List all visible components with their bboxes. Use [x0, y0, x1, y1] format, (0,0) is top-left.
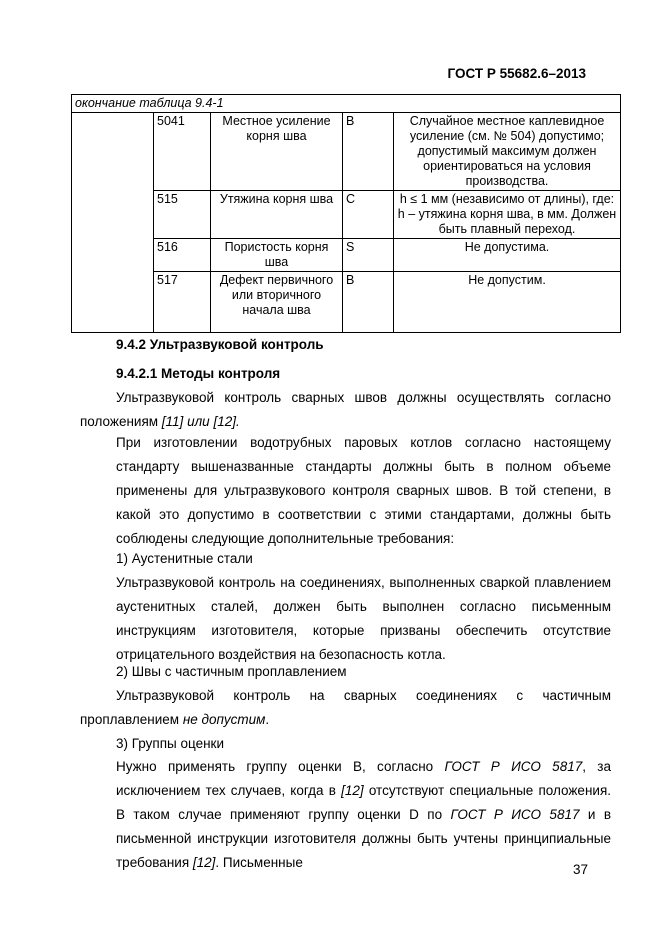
defect-requirement: Случайное местное каплевидное усиление (см. № 504) допустимо; допустимый максимум должен ориентироваться на условия производства. — [394, 113, 621, 191]
defect-name: Утяжина корня шва — [211, 191, 343, 239]
list-item-austenitic: 1) Аустенитные стали — [116, 551, 253, 566]
defect-number: 516 — [154, 239, 211, 272]
paragraph-text: При изготовлении водотрубных паровых котлов согласно настоящему стандарту вышеназванные стандарты должны быть в полном объеме применены для ультразвукового контроля сварных швов. В той степени, в какой это допустимо в соответствии с этими стандартами, должны быть соблюдены следующие дополнительные требования: — [116, 435, 611, 546]
paragraph — [80, 755, 611, 875]
table-row — [72, 191, 621, 239]
defect-requirement: Не допустим. — [394, 272, 621, 333]
section-heading-9-4-2: 9.4.2 Ультразвуковой контроль — [116, 337, 324, 352]
list-item-evaluation-groups: 3) Группы оценки — [116, 736, 224, 751]
reference-link: ГОСТ Р ИСО 5817 — [450, 807, 580, 822]
reference-link: [12] — [192, 855, 216, 870]
table-caption: окончание таблица 9.4-1 — [72, 95, 621, 113]
reference-link: [11] или [12]. — [161, 414, 240, 429]
defect-name: Пористость корня шва — [211, 239, 343, 272]
table-row — [72, 272, 621, 333]
table-row — [72, 113, 621, 191]
emphasis: не допустим — [182, 712, 266, 727]
paragraph-line: положениям [11] или [12]. — [80, 414, 240, 429]
paragraph — [80, 431, 611, 551]
quality-level: C — [343, 191, 394, 239]
paragraph — [80, 571, 611, 667]
defect-name: Местное усиление корня шва — [211, 113, 343, 191]
section-heading-9-4-2-1: 9.4.2.1 Методы контроля — [116, 366, 281, 381]
list-item-partial-penetration: 2) Швы с частичным проплавлением — [116, 664, 347, 679]
paragraph-line: проплавлением не допустим. — [80, 712, 270, 727]
empty-column-cell — [72, 113, 154, 333]
quality-level: B — [343, 272, 394, 333]
standard-designation: ГОСТ Р 55682.6–2013 — [447, 66, 586, 81]
defect-requirement: Не допустима. — [394, 239, 621, 272]
quality-level: B — [343, 113, 394, 191]
defect-number: 515 — [154, 191, 211, 239]
paragraph-line: Ультразвуковой контроль сварных швов должны осуществлять согласно — [116, 390, 611, 405]
defects-table-continuation — [71, 94, 621, 333]
reference-link: [12] — [341, 783, 364, 798]
reference-link: ГОСТ Р ИСО 5817 — [444, 759, 583, 774]
defect-requirement: h ≤ 1 мм (независимо от длины), где: h – утяжина корня шва, в мм. Должен быть плавный переход. — [394, 191, 621, 239]
table-caption-row — [72, 95, 621, 113]
quality-level: S — [343, 239, 394, 272]
page-number: 37 — [572, 862, 588, 877]
defect-number: 5041 — [154, 113, 211, 191]
defect-number: 517 — [154, 272, 211, 333]
paragraph-text: Ультразвуковой контроль на соединениях, выполненных сваркой плавлением аустенитных сталей, должен быть выполнен согласно письменным инструкциям изготовителя, которые призваны обеспечить отсутствие отрицательного воздействия на безопасность котла. — [116, 575, 611, 662]
defect-name: Дефект первичного или вторичного начала шва — [211, 272, 343, 333]
paragraph-text: Нужно применять группу оценки B, согласно ГОСТ Р ИСО 5817, за исключением тех случаев, когда в [12] отсутствуют специальные положения. В таком случае применяют группу оценки D по ГОСТ Р ИСО 5817 и в письменной инструкции изготовителя должны быть учтены принципиальные требования [12]. Письменные — [116, 759, 612, 870]
table-row — [72, 239, 621, 272]
paragraph-line: Ультразвуковой контроль на сварных соединениях с частичным — [116, 688, 611, 703]
